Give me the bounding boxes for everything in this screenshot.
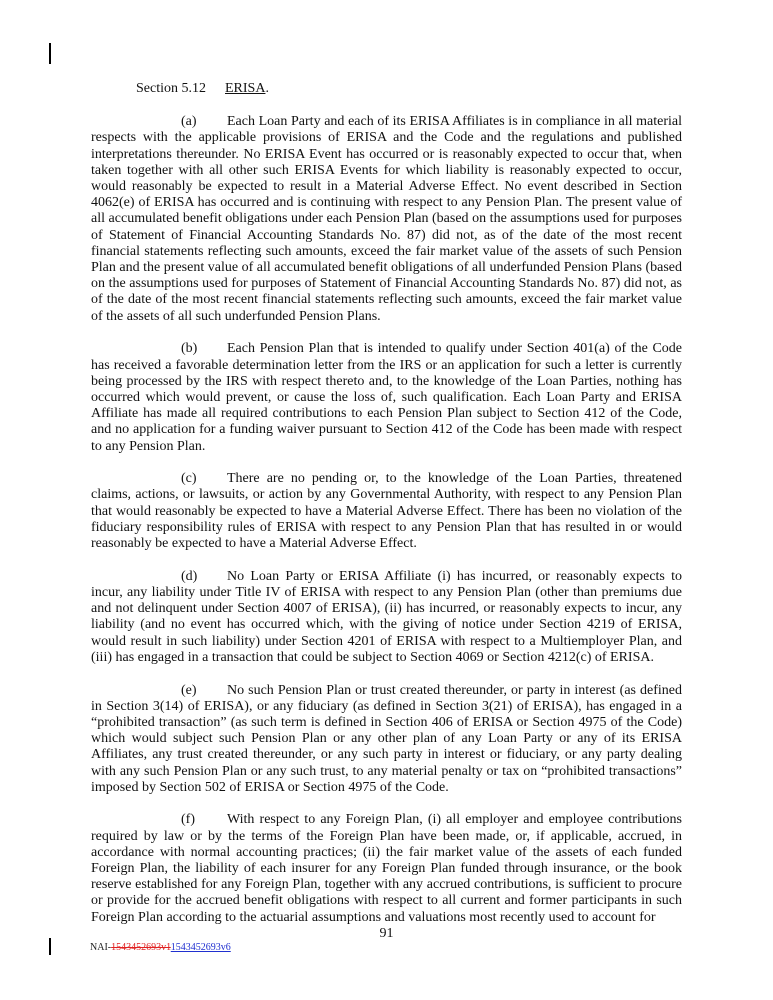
paragraph-text: Each Pension Plan that is intended to qualify under Section 401(a) of the Code has received a favorable determination letter from the IRS or an application for such a letter is currently being processed by the IRS with respect thereto and, to the knowledge of the Loan Parties, nothing has occurred which would prevent, or cause the loss of, such qualification. Each Loan Party and ERISA Affiliate has made all required contributions to each Pension Plan subject to Section 412 of the Code, and no application for a funding waiver pursuant to Section 412 of the Code has been made with respect to any Pension Plan. (91, 341, 682, 454)
paragraph-text: With respect to any Foreign Plan, (i) all employer and employee contributions required by law or by the terms of the Foreign Plan have been made, or, if applicable, accrued, in accordance with normal accounting practices; (ii) the fair market value of the assets of each funded Foreign Plan, the liability of each insurer for any Foreign Plan funded through insurance, or the book reserve established for any Foreign Plan, together with any accrued contributions, is sufficient to procure or provide for the accrued benefit obligations with respect to all current and former participants in such Foreign Plan according to the actuarial assumptions and valuations most recently used to account for (91, 812, 682, 925)
doc-id-inserted: 1543452693v6 (170, 942, 231, 953)
paragraph-label: (a) (181, 114, 197, 130)
section-title: ERISA (225, 81, 266, 96)
section-number: Section 5.12 (136, 81, 206, 96)
section-heading (136, 81, 682, 97)
paragraph-d (91, 569, 682, 666)
paragraph-c (91, 471, 682, 552)
paragraph-label: (f) (181, 812, 195, 828)
paragraph-text: Each Loan Party and each of its ERISA Affiliates is in compliance in all material respects with the applicable provisions of ERISA and the Code and the regulations and published interpretations thereunder. No ERISA Event has occurred or is reasonably expected to occur that, when taken together with all other such ERISA Events for which liability is reasonably expected to occur, would reasonably be expected to result in a Material Adverse Effect. No event described in Section 4062(e) of ERISA has occurred and is continuing with respect to any Pension Plan. The present value of all accumulated benefit obligations under each Pension Plan (based on the assumptions used for purposes of Statement of Financial Accounting Standards No. 87) did not, as of the date of the most recent financial statements reflecting such amounts, exceed the fair market value of the assets of such Pension Plan and the present value of all accumulated benefit obligations of all underfunded Pension Plans (based on the assumptions used for purposes of Statement of Financial Accounting Standards No. 87) did not, as of the date of the most recent financial statements reflecting such amounts, exceed the fair market value of the assets of all such underfunded Pension Plans. (91, 114, 682, 324)
paragraph-text: No such Pension Plan or trust created thereunder, or party in interest (as defined in Section 3(14) of ERISA), or any fiduciary (as defined in Section 3(21) of ERISA), has engaged in a “prohibited transaction” (as such term is defined in Section 406 of ERISA or Section 4975 of the Code) which would subject such Pension Plan or any other plan of any Loan Party or any of its ERISA Affiliates, any trust created thereunder, or any such party in interest or fiduciary, or any party dealing with any such Pension Plan or any such trust, to any material penalty or tax on “prohibited transactions” imposed by Section 502 of ERISA or Section 4975 of the Code. (91, 682, 682, 795)
document-body (91, 81, 682, 942)
document-id-footer (90, 942, 231, 953)
paragraph-label: (e) (181, 682, 197, 698)
paragraph-text: There are no pending or, to the knowledge of the Loan Parties, threatened claims, actions, or lawsuits, or action by any Governmental Authority, with respect to any Pension Plan that would reasonably be expected to have a Material Adverse Effect. There has been no violation of the fiduciary responsibility rules of ERISA with respect to any Pension Plan that has resulted in or would reasonably be expected to have a Material Adverse Effect. (91, 471, 682, 552)
paragraph-e (91, 683, 682, 796)
paragraph-label: (d) (181, 568, 198, 584)
paragraph-f (91, 812, 682, 925)
page-number: 91 (379, 926, 394, 941)
paragraph-b (91, 341, 682, 454)
doc-id-deleted: 1543452693v1 (111, 942, 171, 953)
paragraph-text: No Loan Party or ERISA Affiliate (i) has incurred, or reasonably expects to incur, any liability under Title IV of ERISA with respect to any Pension Plan (other than premiums due and not delinquent under Section 4007 of ERISA), (ii) has incurred, or reasonably expects to incur, any liability (and no event has occurred which, with the giving of notice under Section 4219 of ERISA, would result in such liability) under Section 4201 of ERISA with respect to a Multiemployer Plan, and (iii) has engaged in a transaction that could be subject to Section 4069 or Section 4212(c) of ERISA. (91, 568, 682, 665)
doc-id-prefix: NAI- (90, 942, 112, 953)
paragraph-label: (c) (181, 471, 197, 487)
section-title-period: . (265, 81, 269, 96)
change-bar-top (49, 43, 51, 64)
paragraph-label: (b) (181, 341, 198, 357)
paragraph-a (91, 114, 682, 325)
